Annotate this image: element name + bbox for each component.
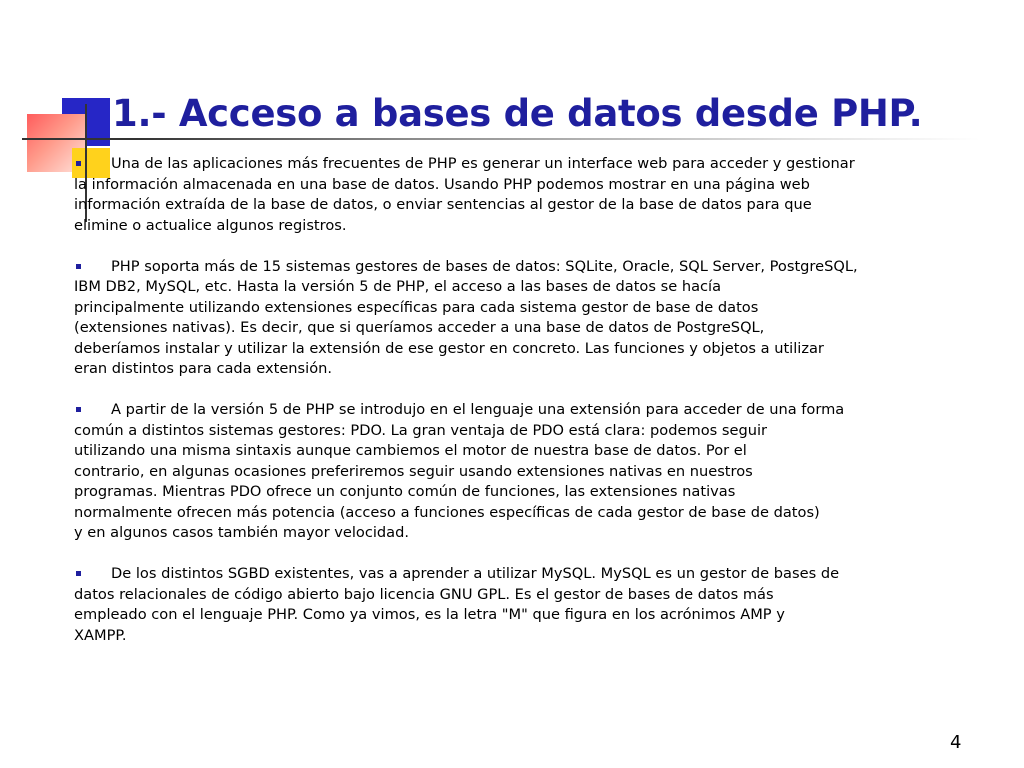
paragraph-mysql	[74, 564, 914, 646]
bullet-icon	[76, 571, 81, 576]
title-underline-rule	[22, 138, 980, 140]
paragraph-line: IBM DB2, MySQL, etc. Hasta la versión 5 de PHP, el acceso a las bases de datos se hacía	[74, 278, 722, 295]
paragraph-line: principalmente utilizando extensiones específicas para cada sistema gestor de base de datos	[74, 298, 759, 316]
paragraph-line: utilizando una misma sintaxis aunque cambiemos el motor de nuestra base de datos. Por el	[74, 442, 747, 459]
paragraph-php-web-interface	[74, 154, 914, 236]
paragraph-line: De los distintos SGBD existentes, vas a aprender a utilizar MySQL. MySQL es un gestor de bases de	[74, 564, 914, 585]
paragraph-line: XAMPP.	[74, 626, 127, 644]
paragraph-line: común a distintos sistemas gestores: PDO. La gran ventaja de PDO está clara: podemos seguir	[74, 421, 768, 439]
paragraph-line: A partir de la versión 5 de PHP se introdujo en el lenguaje una extensión para acceder de una forma	[74, 400, 914, 421]
paragraph-line: (extensiones nativas). Es decir, que si queríamos acceder a una base de datos de PostgreSQL,	[74, 319, 765, 336]
paragraph-line: elimine o actualice algunos registros.	[74, 216, 347, 234]
paragraph-pdo	[74, 400, 914, 544]
paragraph-line: datos relacionales de código abierto bajo licencia GNU GPL. Es el gestor de bases de datos más	[74, 585, 774, 603]
paragraph-line: normalmente ofrecen más potencia (acceso a funciones específicas de cada gestor de base de datos)	[74, 503, 820, 521]
bullet-icon	[76, 161, 81, 166]
page-number: 4	[950, 732, 962, 753]
paragraph-supported-dbms	[74, 257, 914, 380]
slide-title: 1.- Acceso a bases de datos desde PHP.	[112, 92, 923, 135]
paragraph-line: empleado con el lenguaje PHP. Como ya vimos, es la letra "M" que figura en los acrónimos AMP y	[74, 606, 785, 623]
paragraph-line: y en algunos casos también mayor velocidad.	[74, 524, 410, 541]
paragraph-line: contrario, en algunas ocasiones preferiremos seguir usando extensiones nativas en nuestros	[74, 462, 753, 480]
paragraph-line: programas. Mientras PDO ofrece un conjunto común de funciones, las extensiones nativas	[74, 483, 736, 500]
slide-body	[74, 154, 914, 667]
paragraph-line: PHP soporta más de 15 sistemas gestores de bases de datos: SQLite, Oracle, SQL Server, PostgreSQL,	[74, 257, 914, 278]
bullet-icon	[76, 407, 81, 412]
paragraph-line: Una de las aplicaciones más frecuentes de PHP es generar un interface web para acceder y gestionar	[74, 154, 914, 175]
bullet-icon	[76, 264, 81, 269]
paragraph-line: deberíamos instalar y utilizar la extensión de ese gestor en concreto. Las funciones y objetos a utilizar	[74, 339, 824, 357]
paragraph-line: la información almacenada en una base de datos. Usando PHP podemos mostrar en una página web	[74, 175, 810, 193]
paragraph-line: información extraída de la base de datos, o enviar sentencias al gestor de la base de datos para que	[74, 196, 812, 213]
paragraph-line: eran distintos para cada extensión.	[74, 360, 333, 377]
